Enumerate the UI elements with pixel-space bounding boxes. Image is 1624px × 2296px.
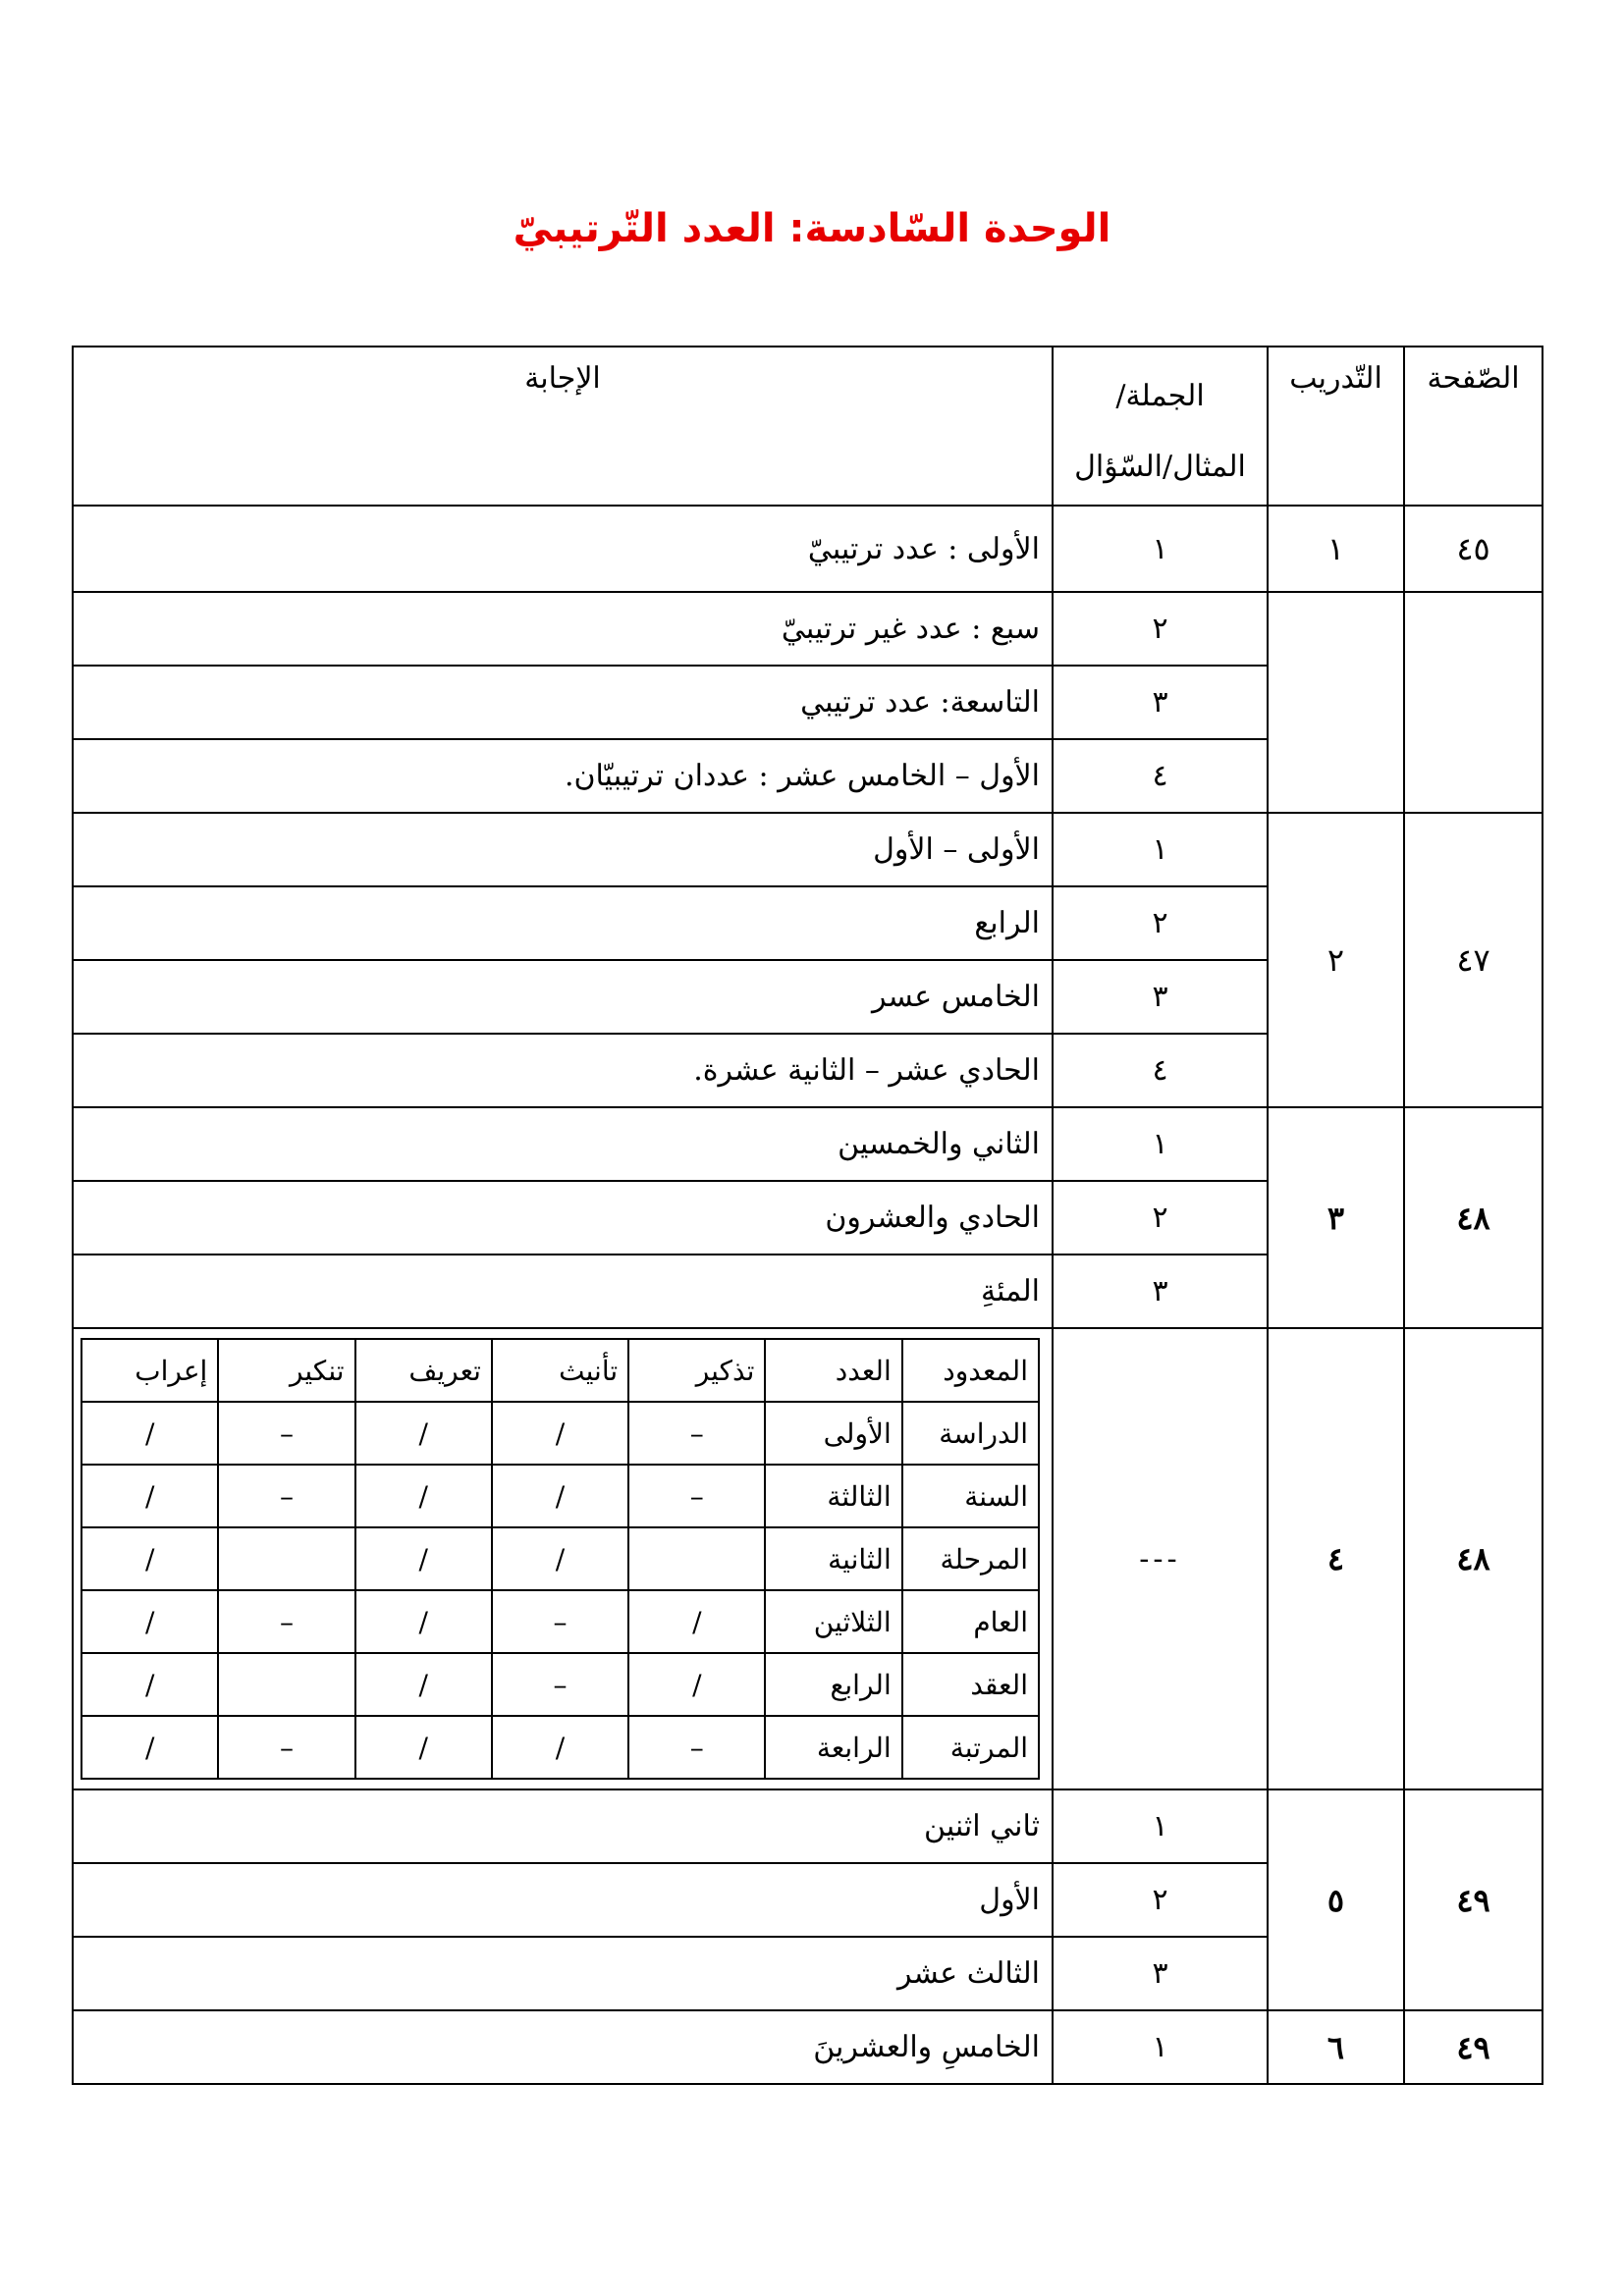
grid-cell: [628, 1527, 765, 1590]
header-answer: الإجابة: [73, 347, 1053, 506]
answers-table: [72, 346, 1543, 2085]
grid-cell: /: [81, 1590, 218, 1653]
question-number: ٢: [1053, 1863, 1268, 1937]
grid-row: [81, 1527, 1039, 1590]
grid-header-cell: تأنيث: [492, 1339, 628, 1402]
page-cell: ٤٩: [1404, 1789, 1543, 2010]
grid-row: [81, 1716, 1039, 1779]
exercise-cell: ٤: [1268, 1328, 1404, 1789]
header-row: [73, 347, 1543, 506]
grid-header-row: [81, 1339, 1039, 1402]
grid-cell: /: [492, 1716, 628, 1779]
question-number: ٤: [1053, 1034, 1268, 1107]
page-cell: ٤٨: [1404, 1107, 1543, 1328]
answer-cell: المئةِ: [73, 1255, 1053, 1328]
grid-row: [81, 1465, 1039, 1527]
table-row: [73, 2010, 1543, 2084]
page-cell: ٤٨: [1404, 1328, 1543, 1789]
grid-cell: الأولى: [765, 1402, 901, 1465]
question-number: ١: [1053, 506, 1268, 592]
table-row: [73, 813, 1543, 886]
exercise-cell: ٣: [1268, 1107, 1404, 1328]
answer-cell: الرابع: [73, 886, 1053, 960]
grid-cell: /: [355, 1527, 492, 1590]
question-number: ٢: [1053, 592, 1268, 666]
question-cell: ---: [1053, 1328, 1268, 1789]
question-number: ٤: [1053, 739, 1268, 813]
page-cell: ٤٥: [1404, 506, 1543, 592]
exercise-cell: ٦: [1268, 2010, 1404, 2084]
page-cell: ٤٩: [1404, 2010, 1543, 2084]
grid-cell: المرتبة: [902, 1716, 1039, 1779]
grid-cell: العام: [902, 1590, 1039, 1653]
header-sentence-line2: المثال/السّؤال: [1074, 450, 1246, 484]
grid-cell: –: [218, 1465, 354, 1527]
grid-section-row: [73, 1328, 1543, 1789]
grid-cell: الثالثة: [765, 1465, 901, 1527]
grid-cell: [218, 1527, 354, 1590]
grid-cell: –: [492, 1653, 628, 1716]
grid-cell: الثلاثين: [765, 1590, 901, 1653]
grid-cell: –: [628, 1716, 765, 1779]
grid-cell: الرابع: [765, 1653, 901, 1716]
grid-cell: –: [628, 1465, 765, 1527]
answer-cell: الأول – الخامس عشر : عددان ترتيبيّان.: [73, 739, 1053, 813]
table-row: [73, 506, 1543, 592]
grid-cell: –: [218, 1716, 354, 1779]
question-number: ١: [1053, 813, 1268, 886]
grid-cell: الرابعة: [765, 1716, 901, 1779]
answer-cell: التاسعة: عدد ترتيبي: [73, 666, 1053, 739]
grid-cell: العقد: [902, 1653, 1039, 1716]
header-exercise: التّدريب: [1268, 347, 1404, 506]
answer-cell: الأول: [73, 1863, 1053, 1937]
grid-cell: المرحلة: [902, 1527, 1039, 1590]
grid-header-cell: تذكير: [628, 1339, 765, 1402]
grid-cell: /: [81, 1653, 218, 1716]
grid-header-cell: تنكير: [218, 1339, 354, 1402]
question-number: ٢: [1053, 1181, 1268, 1255]
grid-cell: /: [81, 1402, 218, 1465]
grid-cell: /: [355, 1653, 492, 1716]
grid-cell: –: [628, 1402, 765, 1465]
question-number: ١: [1053, 1789, 1268, 1863]
grid-cell: –: [218, 1402, 354, 1465]
answer-cell: الأولى – الأول: [73, 813, 1053, 886]
grid-header-cell: إعراب: [81, 1339, 218, 1402]
question-number: ١: [1053, 1107, 1268, 1181]
question-number: ٣: [1053, 666, 1268, 739]
grid-cell: السنة: [902, 1465, 1039, 1527]
grid-cell: الثانية: [765, 1527, 901, 1590]
grid-cell: /: [81, 1465, 218, 1527]
answer-cell: الأولى : عدد ترتيبيّ: [73, 506, 1053, 592]
page-title: الوحدة السّادسة: العدد التّرتيبيّ: [513, 206, 1111, 251]
table-row: [73, 1107, 1543, 1181]
grid-cell: –: [492, 1590, 628, 1653]
grid-cell: /: [355, 1590, 492, 1653]
grid-cell: /: [355, 1402, 492, 1465]
grid-cell: /: [355, 1716, 492, 1779]
exercise-cell: ٥: [1268, 1789, 1404, 2010]
grid-cell: –: [218, 1590, 354, 1653]
table-row: [73, 592, 1543, 666]
exercise-cell: [1268, 592, 1404, 813]
header-sentence-line1: الجملة/: [1115, 379, 1205, 413]
answer-cell: الخامسِ والعشرينَ: [73, 2010, 1053, 2084]
grid-header-cell: العدد: [765, 1339, 901, 1402]
exercise-cell: ١: [1268, 506, 1404, 592]
grid-cell: /: [492, 1465, 628, 1527]
table-body: [73, 506, 1543, 2084]
table-row: [73, 1789, 1543, 1863]
grid-cell: /: [492, 1527, 628, 1590]
grid-cell: /: [355, 1465, 492, 1527]
grid-row: [81, 1590, 1039, 1653]
grid-cell: /: [492, 1402, 628, 1465]
grid-cell: /: [628, 1590, 765, 1653]
grid-cell: /: [81, 1716, 218, 1779]
question-number: ٢: [1053, 886, 1268, 960]
question-number: ١: [1053, 2010, 1268, 2084]
grid-cell: الدراسة: [902, 1402, 1039, 1465]
question-number: ٣: [1053, 1937, 1268, 2010]
answer-cell: ثاني اثنين: [73, 1789, 1053, 1863]
answer-cell: الحادي والعشرون: [73, 1181, 1053, 1255]
analysis-grid: [81, 1338, 1040, 1780]
analysis-grid-cell: [73, 1328, 1053, 1789]
grid-cell: /: [628, 1653, 765, 1716]
grid-header-cell: تعريف: [355, 1339, 492, 1402]
grid-header-cell: المعدود: [902, 1339, 1039, 1402]
question-number: ٣: [1053, 960, 1268, 1034]
answer-cell: الحادي عشر – الثانية عشرة.: [73, 1034, 1053, 1107]
grid-cell: /: [81, 1527, 218, 1590]
grid-cell: [218, 1653, 354, 1716]
answer-cell: سبع : عدد غير ترتيبيّ: [73, 592, 1053, 666]
question-number: ٣: [1053, 1255, 1268, 1328]
header-page: الصّفحة: [1404, 347, 1543, 506]
grid-row: [81, 1402, 1039, 1465]
page-cell: ٤٧: [1404, 813, 1543, 1107]
page-cell: [1404, 592, 1543, 813]
exercise-cell: ٢: [1268, 813, 1404, 1107]
header-sentence: [1053, 347, 1268, 506]
answer-cell: الخامس عسر: [73, 960, 1053, 1034]
grid-row: [81, 1653, 1039, 1716]
answer-cell: الثالث عشر: [73, 1937, 1053, 2010]
answer-cell: الثاني والخمسين: [73, 1107, 1053, 1181]
